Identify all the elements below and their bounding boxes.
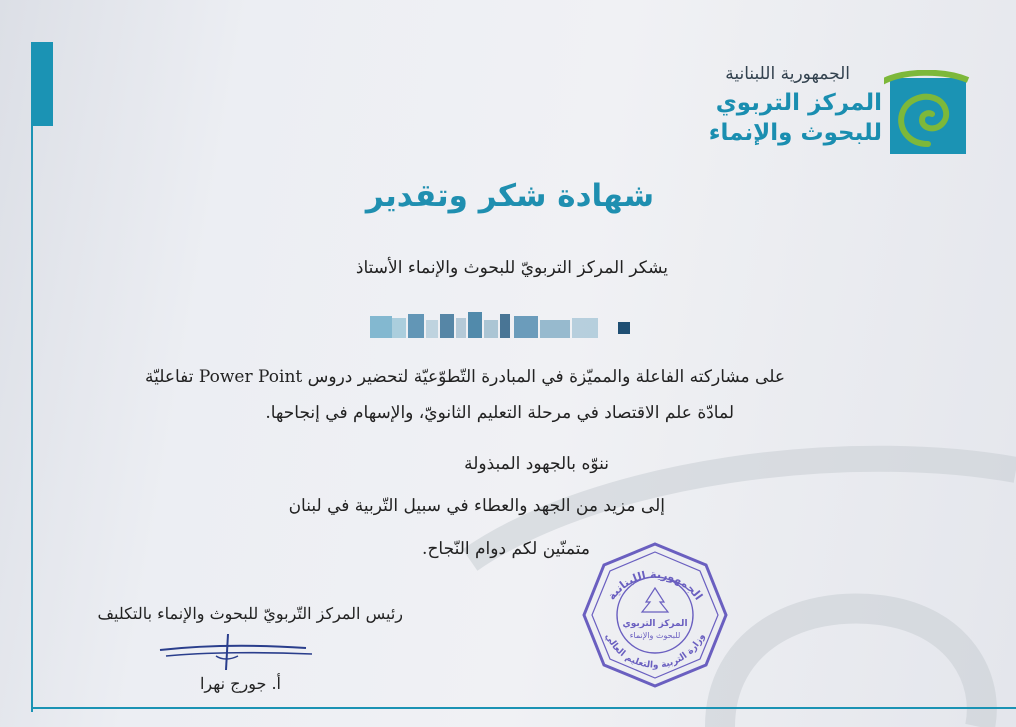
logo-swirl-icon [884,70,970,156]
frame-bottom-line [31,707,1016,709]
success-line: متمنّين لكم دوام النّجاح. [422,539,590,559]
signatory-name: أ. جورج نهرا [199,674,281,693]
cedar-icon [642,588,668,612]
logo-republic-text: الجمهورية اللبنانية [725,64,850,84]
stamp-inner-line1: المركز التربوي [622,619,688,629]
redacted-recipient-name [368,310,638,344]
logo-name-line2: للبحوث والإنماء [708,120,882,146]
wish-line: إلى مزيد من الجهد والعطاء في سبيل التّربية في لبنان [288,496,665,516]
thanks-line: يشكر المركز التربويّ للبحوث والإنماء الأستاذ [355,258,668,278]
crdp-logo [708,62,974,162]
paragraph-line-2: لمادّة علم الاقتصاد في مرحلة التعليم الثانويّ، والإسهام في إنجاحها. [265,403,734,423]
frame-accent-bar [31,42,53,126]
svg-text:الجمهورية اللبنانية [605,568,705,603]
frame-left-line [31,42,33,712]
certificate-title: شهادة شكر وتقدير [365,178,655,214]
stamp-outer-top-text: الجمهورية اللبنانية [604,567,706,603]
handwritten-signature [156,626,316,676]
stamp-outer-bottom-text: وزارة التربية والتعليم العالي [602,632,708,671]
paragraph-line-1: على مشاركته الفاعلة والمميّزة في المبادرة التّطوّعيّة لتحضير دروس Power Point تفاعليّة [144,367,785,387]
stamp-inner-line2: للبحوث والإنماء [629,631,681,640]
praise-line: ننوّه بالجهود المبذولة [464,454,609,474]
official-stamp [580,540,730,690]
logo-name-line1: المركز التربوي [715,90,882,116]
signatory-title: رئيس المركز التّربويّ للبحوث والإنماء بالتكليف [97,604,403,623]
